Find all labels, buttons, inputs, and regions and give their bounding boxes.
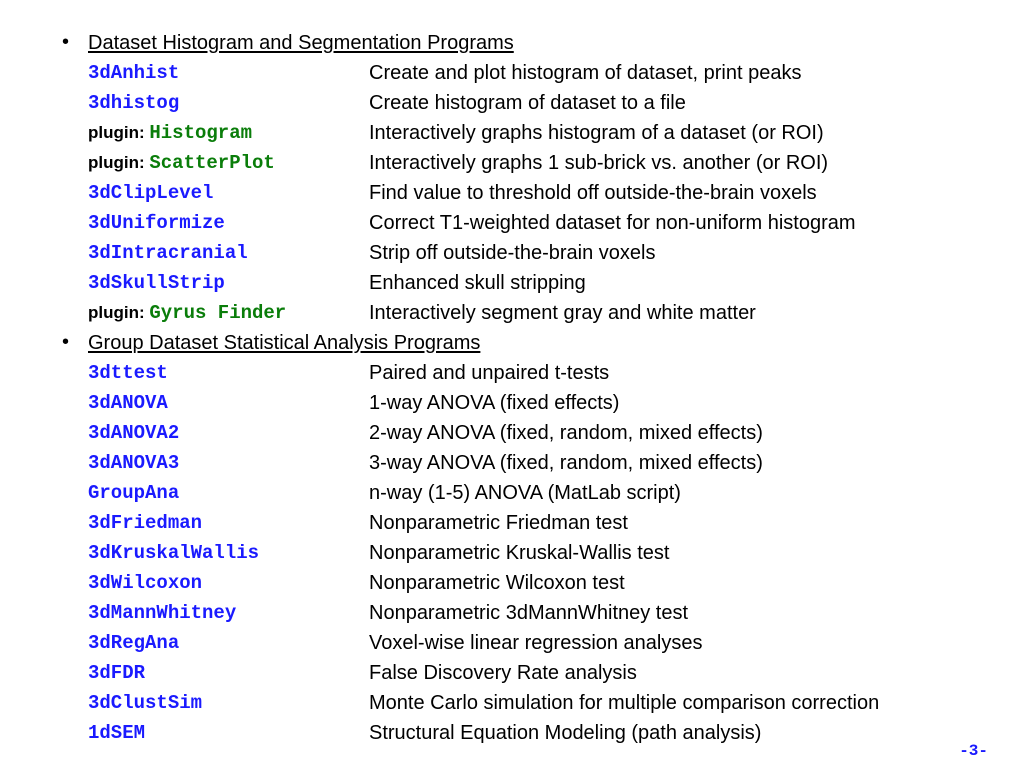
program-row [0,388,1024,418]
program-description: n-way (1-5) ANOVA (MatLab script) [369,482,681,504]
program-description: Paired and unpaired t-tests [369,362,610,384]
program-name: 3dhistog [88,92,180,114]
program-description: 1-way ANOVA (fixed effects) [369,392,620,414]
program-row [0,148,1024,178]
program-row [0,478,1024,508]
program-row [0,448,1024,478]
program-row [0,538,1024,568]
plugin-name: ScatterPlot [149,152,275,174]
program-row [0,178,1024,208]
program-row [0,598,1024,628]
program-row [0,238,1024,268]
program-name: 3dClustSim [88,692,203,714]
program-description: Nonparametric Wilcoxon test [369,572,625,594]
program-name: 3dANOVA [88,392,168,414]
program-description: Enhanced skull stripping [369,272,586,294]
program-description: Nonparametric Friedman test [369,512,628,534]
program-description: Create and plot histogram of dataset, print peaks [369,62,802,84]
program-description: Create histogram of dataset to a file [369,92,686,114]
program-row [0,298,1024,328]
plugin-prefix: plugin: [88,153,150,172]
bullet-icon: • [62,331,70,353]
program-row [0,268,1024,298]
program-description: Monte Carlo simulation for multiple comparison correction [369,692,880,714]
program-row [0,718,1024,748]
program-name: 1dSEM [88,722,146,744]
program-row [0,208,1024,238]
program-description: 3-way ANOVA (fixed, random, mixed effects) [369,452,763,474]
program-name: 3dIntracranial [88,242,248,264]
program-row [0,358,1024,388]
program-row [0,628,1024,658]
section-heading-row [0,328,1024,358]
program-name: GroupAna [88,482,180,504]
program-name: 3dANOVA2 [88,422,180,444]
program-name: 3dSkullStrip [88,272,225,294]
bullet-icon: • [62,31,70,53]
program-description: Interactively graphs histogram of a dataset (or ROI) [369,122,824,144]
program-name: 3dClipLevel [88,182,214,204]
program-row [0,118,1024,148]
section-heading-row [0,28,1024,58]
program-name: 3dWilcoxon [88,572,203,594]
program-description: Correct T1-weighted dataset for non-uniform histogram [369,212,856,234]
program-description: Interactively graphs 1 sub-brick vs. another (or ROI) [369,152,829,174]
plugin-name: Gyrus Finder [149,302,287,324]
program-name: 3dMannWhitney [88,602,237,624]
program-row [0,508,1024,538]
program-description: False Discovery Rate analysis [369,662,637,684]
program-row [0,58,1024,88]
program-name: 3dttest [88,362,168,384]
program-row [0,658,1024,688]
program-description: Nonparametric Kruskal-Wallis test [369,542,670,564]
program-name: 3dUniformize [88,212,225,234]
section-heading: Group Dataset Statistical Analysis Programs [88,332,481,354]
program-description: Find value to threshold off outside-the-brain voxels [369,182,817,204]
program-row [0,688,1024,718]
program-name: 3dAnhist [88,62,180,84]
program-name: 3dANOVA3 [88,452,180,474]
program-name [88,148,275,178]
program-name [88,298,286,328]
plugin-prefix: plugin: [88,123,150,142]
program-description: Strip off outside-the-brain voxels [369,242,656,264]
program-row [0,418,1024,448]
program-row [0,568,1024,598]
plugin-prefix: plugin: [88,303,150,322]
program-description: Interactively segment gray and white matter [369,302,756,324]
program-description: 2-way ANOVA (fixed, random, mixed effects) [369,422,763,444]
program-name [88,118,252,148]
program-name: 3dKruskalWallis [88,542,260,564]
plugin-name: Histogram [149,122,252,144]
program-description: Structural Equation Modeling (path analysis) [369,722,762,744]
program-name: 3dRegAna [88,632,180,654]
program-row [0,88,1024,118]
program-description: Voxel-wise linear regression analyses [369,632,703,654]
page-number: -3- [959,742,988,760]
program-description: Nonparametric 3dMannWhitney test [369,602,689,624]
program-name: 3dFriedman [88,512,203,534]
section-heading: Dataset Histogram and Segmentation Programs [88,32,514,54]
program-name: 3dFDR [88,662,146,684]
